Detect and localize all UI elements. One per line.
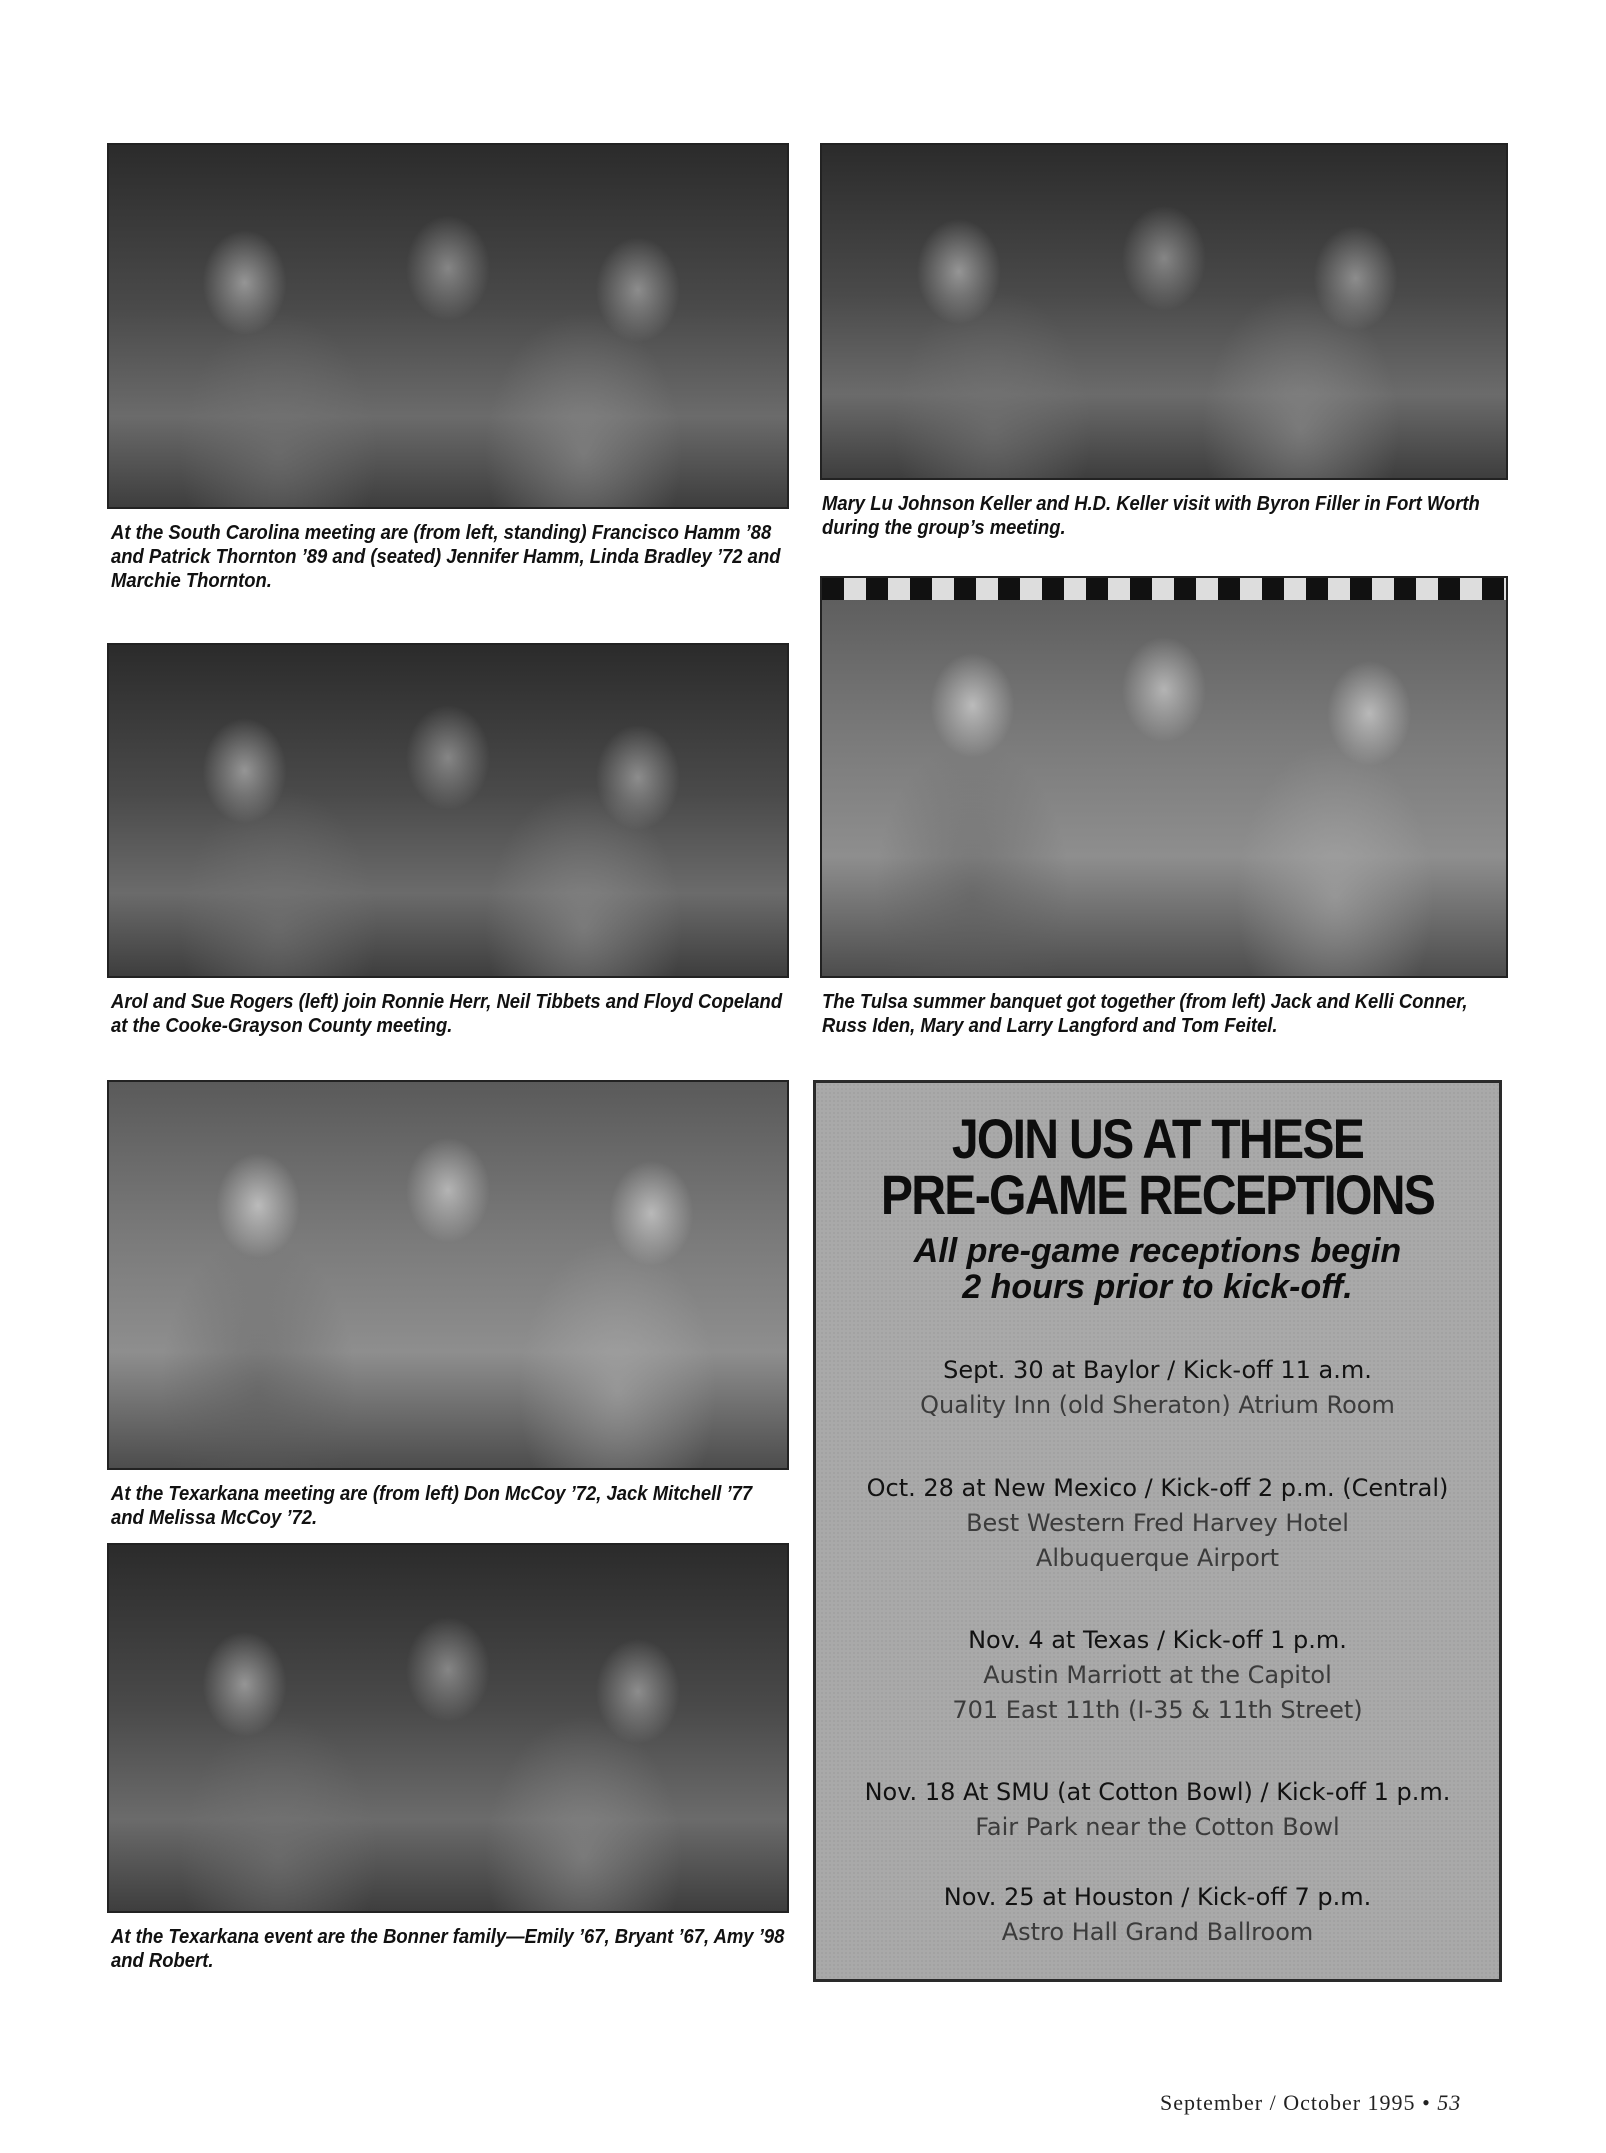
event-detail: Austin Marriott at the Capitol (983, 1661, 1332, 1689)
event-detail: Quality Inn (old Sheraton) Atrium Room (920, 1391, 1395, 1419)
ad-subhead-line-1: All pre-game receptions begin (913, 1232, 1402, 1270)
issue-date: September / October 1995 (1160, 2090, 1416, 2115)
caption-cooke-grayson: Arol and Sue Rogers (left) join Ronnie Herr, Neil Tibbets and Floyd Copeland at the Cooke-Grayson County meeting. (111, 990, 783, 1037)
event-detail: Fair Park near the Cotton Bowl (975, 1813, 1340, 1841)
ad-headline (864, 1107, 1451, 1226)
event-detail: Albuquerque Airport (1035, 1544, 1280, 1572)
event-title: Nov. 18 At SMU (at Cotton Bowl) / Kick-off 1 p.m. (864, 1778, 1451, 1806)
caption-south-carolina: At the South Carolina meeting are (from left, standing) Francisco Hamm ’88 and Patrick Thornton ’89 and (seated) Jennifer Hamm, Linda Bradley ’72 and Marchie Thornton. (111, 521, 781, 592)
checkered-border (822, 578, 1506, 600)
photo-cooke-grayson (107, 643, 789, 978)
photo-texarkana-meeting (107, 1080, 789, 1470)
caption-tulsa: The Tulsa summer banquet got together (from left) Jack and Kelli Conner, Russ Iden, Mary and Larry Langford and Tom Feitel. (822, 990, 1468, 1037)
photo-tulsa (820, 576, 1508, 978)
ad-headline-line-2: PRE-GAME RECEPTIONS (880, 1163, 1435, 1226)
caption-texarkana-event: At the Texarkana event are the Bonner family—Emily ’67, Bryant ’67, Amy ’98 and Robert. (111, 1925, 785, 1972)
ad-subhead (816, 1233, 1499, 1305)
caption-texarkana-meeting: At the Texarkana meeting are (from left) Don McCoy ’72, Jack Mitchell ’77 and Melissa McCoy ’72. (111, 1482, 753, 1529)
event-title: Nov. 25 at Houston / Kick-off 7 p.m. (943, 1883, 1372, 1911)
photo-south-carolina (107, 143, 789, 509)
page-number: 53 (1437, 2090, 1462, 2115)
event-detail: 701 East 11th (I-35 & 11th Street) (952, 1696, 1363, 1724)
event-detail: Best Western Fred Harvey Hotel (966, 1509, 1349, 1537)
ad-headline-line-1: JOIN US AT THESE (951, 1107, 1364, 1170)
event-title: Sept. 30 at Baylor / Kick-off 11 a.m. (943, 1356, 1372, 1384)
event-detail: Astro Hall Grand Ballroom (1001, 1918, 1314, 1946)
event-title: Oct. 28 at New Mexico / Kick-off 2 p.m. (Central) (866, 1474, 1449, 1502)
photo-texarkana-event (107, 1543, 789, 1913)
event-title: Nov. 4 at Texas / Kick-off 1 p.m. (968, 1626, 1347, 1654)
ad-subhead-line-2: 2 hours prior to kick-off. (962, 1268, 1353, 1306)
footer-separator: • (1422, 2090, 1431, 2115)
caption-fort-worth: Mary Lu Johnson Keller and H.D. Keller visit with Byron Filler in Fort Worth during the group’s meeting. (822, 492, 1480, 539)
photo-fort-worth (820, 143, 1508, 480)
page-footer (1160, 2090, 1500, 2116)
pre-game-receptions-ad (813, 1080, 1502, 1982)
